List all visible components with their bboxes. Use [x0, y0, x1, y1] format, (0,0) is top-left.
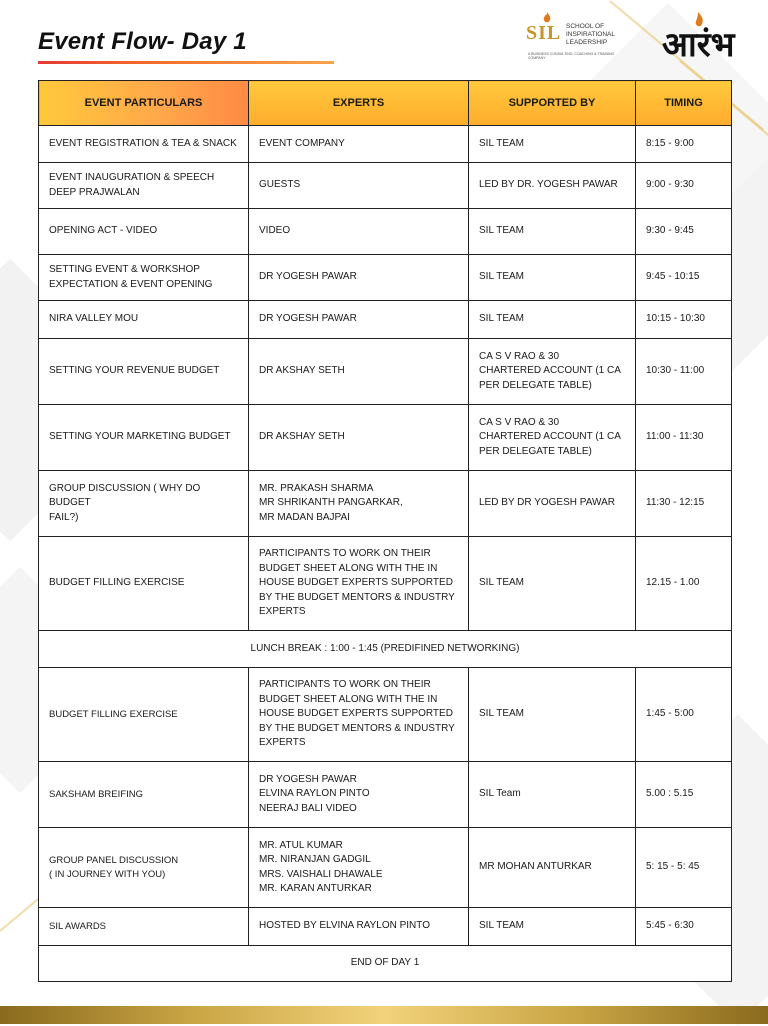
- cell-supported-by: SIL TEAM: [469, 126, 636, 163]
- cell-supported-by: CA S V RAO & 30 CHARTERED ACCOUNT (1 CA PER DELEGATE TABLE): [469, 339, 636, 405]
- cell-experts: PARTICIPANTS TO WORK ON THEIR BUDGET SHEET ALONG WITH THE IN HOUSE BUDGET EXPERTS SUPPORTED BY THE BUDGET MENTORS & INDUSTRY EXPERTS: [249, 537, 469, 631]
- cell-supported-by: SIL TEAM: [469, 255, 636, 301]
- cell-experts: DR YOGESH PAWAR: [249, 301, 469, 339]
- cell-timing: 5: 15 - 5: 45: [636, 828, 732, 908]
- table-row: [39, 828, 732, 908]
- cell-timing: 5:45 - 6:30: [636, 908, 732, 946]
- cell-experts: MR. PRAKASH SHARMA MR SHRIKANTH PANGARKAR, MR MADAN BAJPAI: [249, 471, 469, 537]
- table-row: [39, 631, 732, 668]
- cell-timing: 1:45 - 5:00: [636, 668, 732, 762]
- cell-timing: 11:00 - 11:30: [636, 405, 732, 471]
- cell-experts: VIDEO: [249, 209, 469, 255]
- cell-timing: 5.00 : 5.15: [636, 762, 732, 828]
- sil-logo-tagline: A BUSINESS CONSULTING, COACHING & TRAINING COMPANY: [528, 52, 615, 60]
- cell-event-particulars: EVENT REGISTRATION & TEA & SNACK: [39, 126, 249, 163]
- cell-experts: DR AKSHAY SETH: [249, 339, 469, 405]
- lunch-break-row: LUNCH BREAK : 1:00 - 1:45 (PREDIFINED NETWORKING): [39, 631, 732, 668]
- cell-timing: 9:30 - 9:45: [636, 209, 732, 255]
- header-experts: EXPERTS: [249, 81, 469, 126]
- cell-experts: DR YOGESH PAWAR: [249, 255, 469, 301]
- cell-supported-by: SIL TEAM: [469, 301, 636, 339]
- header-supported-by: SUPPORTED BY: [469, 81, 636, 126]
- cell-timing: 10:30 - 11:00: [636, 339, 732, 405]
- cell-event-particulars: SETTING YOUR MARKETING BUDGET: [39, 405, 249, 471]
- end-of-day-row: END OF DAY 1: [39, 946, 732, 982]
- table-row: [39, 163, 732, 209]
- cell-supported-by: SIL TEAM: [469, 209, 636, 255]
- cell-timing: 9:45 - 10:15: [636, 255, 732, 301]
- event-schedule-table: [38, 80, 732, 982]
- cell-experts: MR. ATUL KUMAR MR. NIRANJAN GADGIL MRS. VAISHALI DHAWALE MR. KARAN ANTURKAR: [249, 828, 469, 908]
- cell-event-particulars: NIRA VALLEY MOU: [39, 301, 249, 339]
- table-row: [39, 908, 732, 946]
- table-row: [39, 339, 732, 405]
- cell-timing: 9:00 - 9:30: [636, 163, 732, 209]
- cell-experts: HOSTED BY ELVINA RAYLON PINTO: [249, 908, 469, 946]
- cell-experts: DR AKSHAY SETH: [249, 405, 469, 471]
- page-title: Event Flow- Day 1: [38, 28, 247, 55]
- arambh-logo-graphic: [658, 8, 748, 64]
- footer-gold-bar: [0, 1006, 768, 1024]
- table-row: [39, 126, 732, 163]
- cell-supported-by: SIL Team: [469, 762, 636, 828]
- cell-event-particulars: SETTING EVENT & WORKSHOP EXPECTATION & EVENT OPENING: [39, 255, 249, 301]
- sil-logo-mark: SIL: [526, 22, 562, 44]
- cell-supported-by: SIL TEAM: [469, 908, 636, 946]
- table-row: [39, 946, 732, 982]
- header-timing: TIMING: [636, 81, 732, 126]
- cell-timing: 10:15 - 10:30: [636, 301, 732, 339]
- cell-timing: 8:15 - 9:00: [636, 126, 732, 163]
- cell-event-particulars: EVENT INAUGURATION & SPEECH DEEP PRAJWALAN: [39, 163, 249, 209]
- cell-experts: EVENT COMPANY: [249, 126, 469, 163]
- cell-event-particulars: GROUP DISCUSSION ( WHY DO BUDGET FAIL?): [39, 471, 249, 537]
- table-header-row: [39, 81, 732, 126]
- cell-supported-by: LED BY DR. YOGESH PAWAR: [469, 163, 636, 209]
- cell-supported-by: SIL TEAM: [469, 537, 636, 631]
- table-row: [39, 255, 732, 301]
- cell-supported-by: MR MOHAN ANTURKAR: [469, 828, 636, 908]
- cell-event-particulars: OPENING ACT - VIDEO: [39, 209, 249, 255]
- cell-timing: 11:30 - 12:15: [636, 471, 732, 537]
- table-row: [39, 209, 732, 255]
- table-row: [39, 301, 732, 339]
- header-event-particulars: EVENT PARTICULARS: [39, 81, 249, 126]
- cell-experts: DR YOGESH PAWAR ELVINA RAYLON PINTO NEERAJ BALI VIDEO: [249, 762, 469, 828]
- cell-event-particulars: SAKSHAM BREIFING: [39, 762, 249, 828]
- cell-event-particulars: SETTING YOUR REVENUE BUDGET: [39, 339, 249, 405]
- table-row: [39, 668, 732, 762]
- cell-event-particulars: BUDGET FILLING EXERCISE: [39, 668, 249, 762]
- table-row: [39, 405, 732, 471]
- table-row: [39, 471, 732, 537]
- table-row: [39, 537, 732, 631]
- cell-event-particulars: GROUP PANEL DISCUSSION ( IN JOURNEY WITH YOU): [39, 828, 249, 908]
- cell-experts: PARTICIPANTS TO WORK ON THEIR BUDGET SHEET ALONG WITH THE IN HOUSE BUDGET EXPERTS SUPPORTED BY THE BUDGET MENTORS & INDUSTRY EXPERTS: [249, 668, 469, 762]
- cell-experts: GUESTS: [249, 163, 469, 209]
- title-underline: [38, 61, 334, 64]
- cell-supported-by: LED BY DR YOGESH PAWAR: [469, 471, 636, 537]
- cell-event-particulars: SIL AWARDS: [39, 908, 249, 946]
- arambh-logo: [658, 8, 748, 64]
- table-row: [39, 762, 732, 828]
- cell-event-particulars: BUDGET FILLING EXERCISE: [39, 537, 249, 631]
- sil-logo-name: SCHOOL OF INSPIRATIONAL LEADERSHIP: [566, 23, 615, 46]
- cell-timing: 12.15 - 1.00: [636, 537, 732, 631]
- cell-supported-by: CA S V RAO & 30 CHARTERED ACCOUNT (1 CA PER DELEGATE TABLE): [469, 405, 636, 471]
- arambh-logo-text: आरंभ: [662, 25, 735, 64]
- cell-supported-by: SIL TEAM: [469, 668, 636, 762]
- sil-logo: [526, 12, 626, 60]
